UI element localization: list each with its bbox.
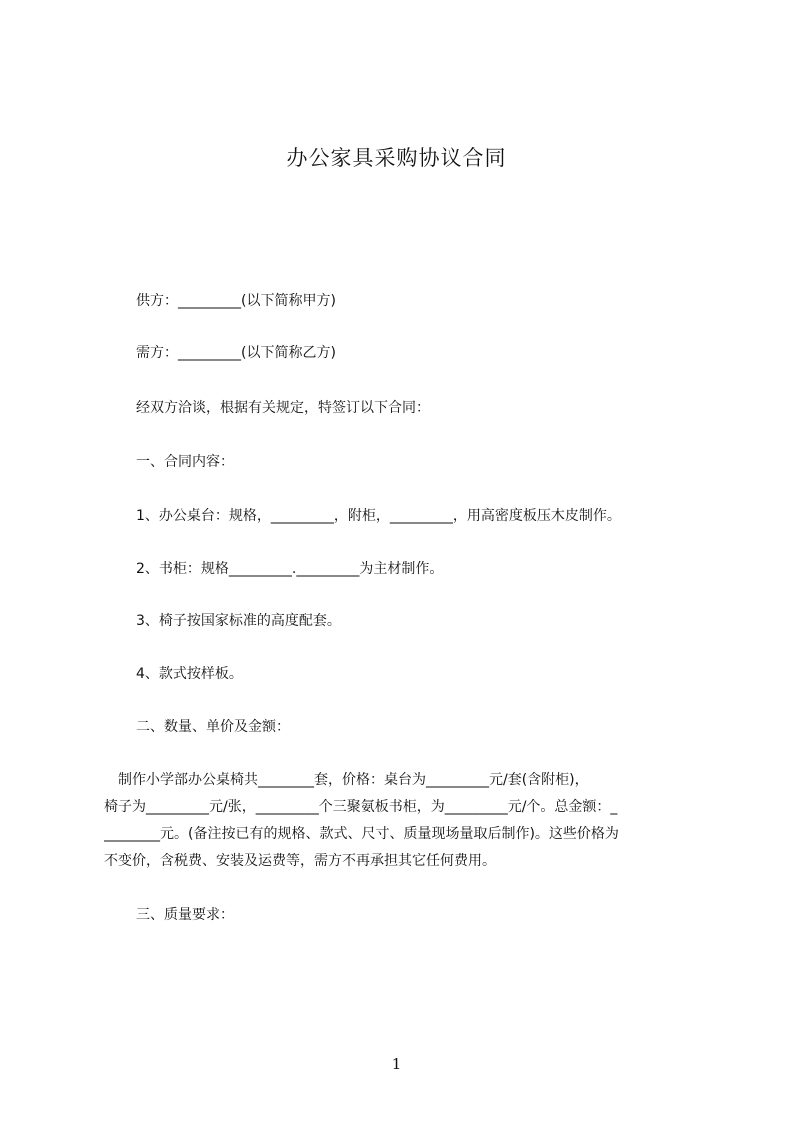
clause-bookcase: 2、书柜：规格_________._________为主材制作。 bbox=[136, 561, 444, 577]
supplier-line: 供方：_________(以下简称甲方) bbox=[136, 293, 336, 309]
document-title: 办公家具采购协议合同 bbox=[286, 146, 507, 170]
buyer-line: 需方：_________(以下简称乙方) bbox=[136, 345, 336, 361]
paragraph-line: 不变价，含税费、安装及运费等，需方不再承担其它任何费用。 bbox=[104, 853, 496, 869]
clause-chair: 3、椅子按国家标准的高度配套。 bbox=[136, 613, 341, 629]
paragraph-line: ________元。(备注按已有的规格、款式、尺寸、质量现场量取后制作)。这些价格为 bbox=[104, 826, 619, 842]
section-three-heading: 三、质量要求： bbox=[136, 907, 234, 923]
clause-style: 4、款式按样板。 bbox=[136, 666, 243, 682]
paragraph-line: 制作小学部办公桌椅共________套，价格：桌台为_________元/套(含附柜)， bbox=[104, 772, 589, 788]
section-one-heading: 一、合同内容： bbox=[136, 454, 234, 470]
page-number: 1 bbox=[391, 1055, 402, 1073]
preamble-line: 经双方洽谈，根据有关规定，特签订以下合同： bbox=[136, 400, 430, 416]
paragraph-line: 椅子为_________元/张，_________个三聚氨板书柜，为_________元/个。总金额：_ bbox=[104, 799, 618, 815]
clause-desk: 1、办公桌台：规格，_________，附柜，_________，用高密度板压木皮制作。 bbox=[136, 508, 621, 524]
section-two-heading: 二、数量、单价及金额： bbox=[136, 719, 290, 735]
